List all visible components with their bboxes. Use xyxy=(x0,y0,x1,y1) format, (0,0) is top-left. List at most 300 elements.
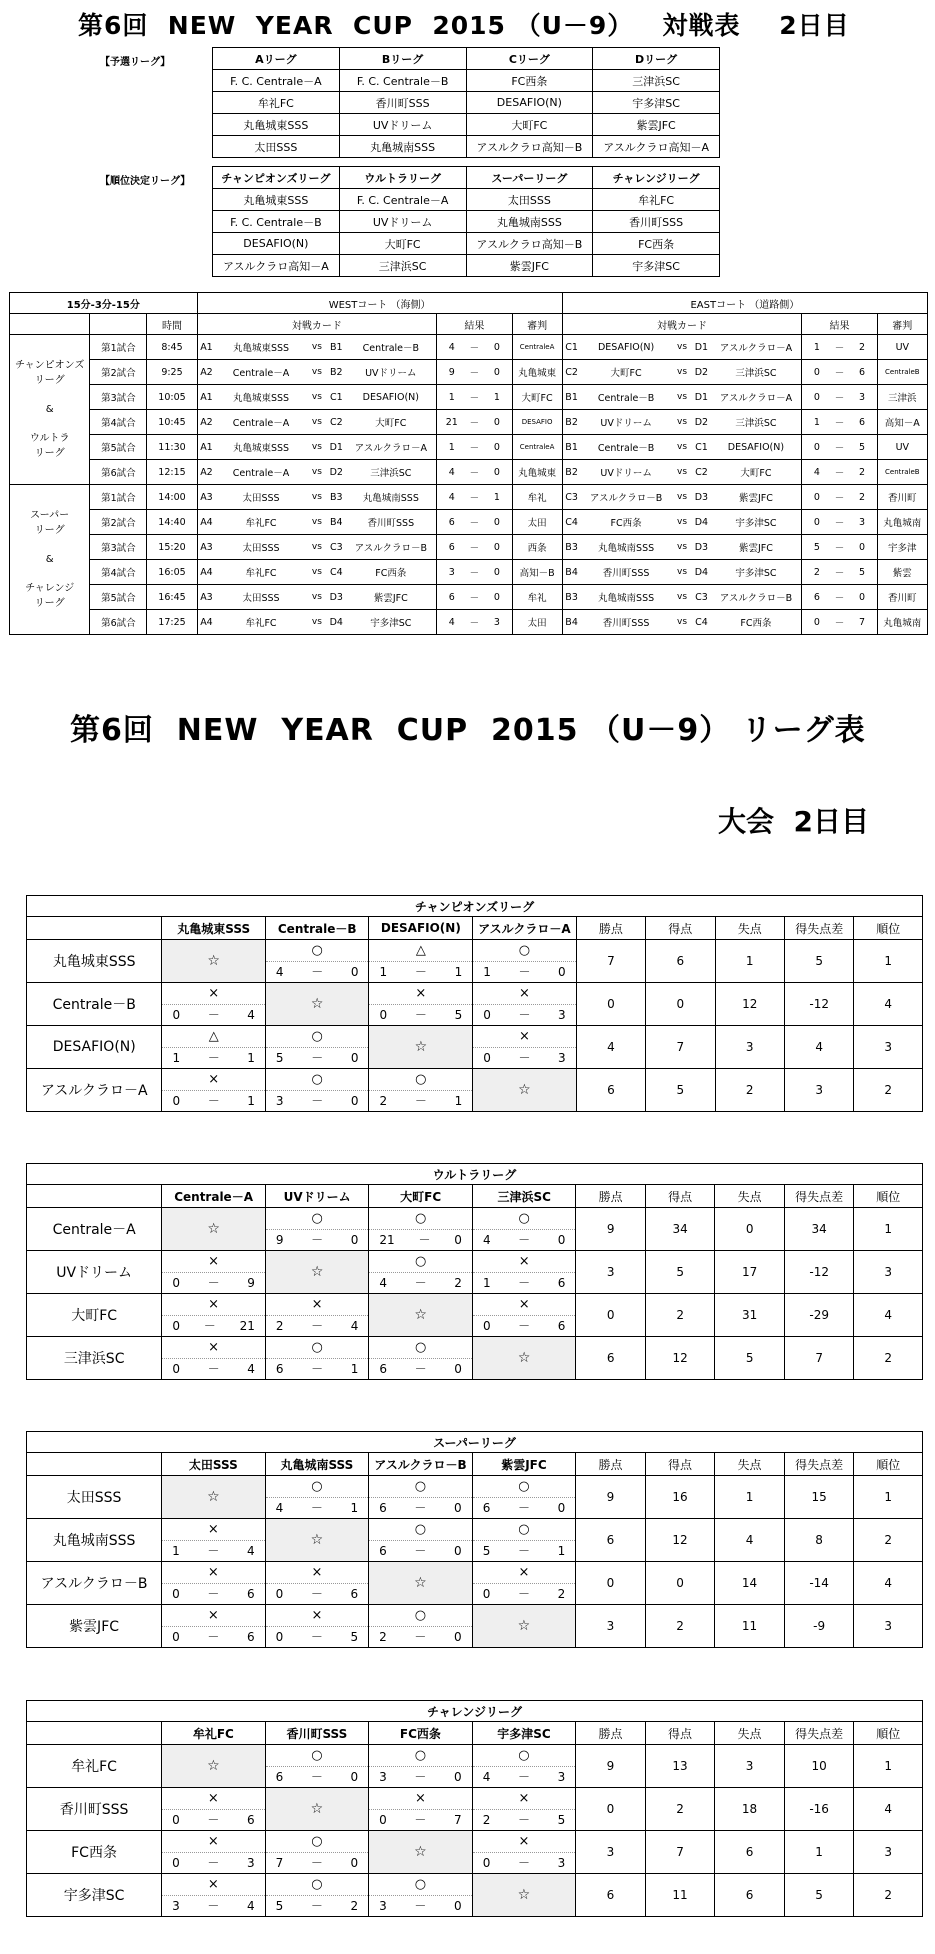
score-dash: － xyxy=(518,1275,531,1290)
team-cell: 牟礼FC xyxy=(593,189,720,211)
stat-value: 2 xyxy=(715,1069,784,1112)
team-name: DESAFIO(N) xyxy=(27,1026,162,1069)
match-number: 第6試合 xyxy=(90,460,147,485)
format-label: 15分-3分-15分 xyxy=(10,293,198,314)
goals-against: 5 xyxy=(350,1629,359,1644)
league-name: スーパーリーグ xyxy=(27,1432,923,1453)
stat-value: -16 xyxy=(784,1788,854,1831)
goals-against: 4 xyxy=(350,1318,359,1333)
opponent-header: 丸亀城東SSS xyxy=(162,917,265,940)
referee: CentraleB xyxy=(877,360,927,385)
result-score xyxy=(266,1767,369,1787)
match-result-cell xyxy=(369,1069,473,1112)
result-symbol: × xyxy=(473,1252,575,1273)
match-row xyxy=(10,585,928,610)
goals-against: 2 xyxy=(557,1586,566,1601)
goals-against: 0 xyxy=(350,1232,359,1247)
match-result-cell xyxy=(472,1294,575,1337)
home-score: 4 xyxy=(802,460,832,485)
vs-label: vs xyxy=(672,510,693,535)
stat-header: 失点 xyxy=(715,917,784,940)
away-score: 0 xyxy=(482,435,512,460)
result-symbol: △ xyxy=(162,1027,264,1048)
goals-against: 0 xyxy=(557,1232,566,1247)
home-team: 丸亀城南SSS xyxy=(580,585,671,610)
home-slot: B2 xyxy=(562,460,580,485)
home-team: 丸亀城南SSS xyxy=(580,535,671,560)
stat-value: 12 xyxy=(715,983,784,1026)
ranking-label: 【順位決定リーグ】 xyxy=(100,176,191,187)
referee: 太田 xyxy=(512,510,562,535)
score-dash: － xyxy=(831,585,847,610)
goals-for: 6 xyxy=(275,1361,284,1376)
team-row xyxy=(27,1745,923,1788)
self-match-cell: ☆ xyxy=(265,1251,368,1294)
away-slot: C4 xyxy=(692,610,710,635)
stat-header: 得点 xyxy=(645,1185,715,1208)
goals-for: 2 xyxy=(275,1318,284,1333)
match-number: 第6試合 xyxy=(90,610,147,635)
goals-for: 4 xyxy=(379,1275,388,1290)
home-score: 3 xyxy=(437,560,467,585)
goals-against: 0 xyxy=(557,1500,566,1515)
match-result-cell xyxy=(473,1026,576,1069)
goals-against: 1 xyxy=(350,1361,359,1376)
referee: 高知－A xyxy=(877,410,927,435)
result-symbol: ○ xyxy=(369,1520,472,1541)
stat-value: 6 xyxy=(576,1874,646,1917)
team-row xyxy=(27,1605,923,1648)
result-symbol: ○ xyxy=(266,1338,368,1359)
referee: CentraleA xyxy=(512,335,562,360)
stat-value: 5 xyxy=(784,1874,854,1917)
goals-for: 0 xyxy=(482,1586,491,1601)
stat-value: 7 xyxy=(784,1337,854,1380)
goals-against: 21 xyxy=(239,1318,255,1333)
away-score: 5 xyxy=(847,560,877,585)
goals-for: 1 xyxy=(379,964,388,979)
match-time: 17:25 xyxy=(147,610,197,635)
group-row xyxy=(213,114,720,136)
home-slot: A4 xyxy=(197,610,215,635)
score-dash: － xyxy=(414,1093,427,1108)
stat-value: 1 xyxy=(854,1208,923,1251)
match-result-cell xyxy=(472,1745,576,1788)
home-slot: A3 xyxy=(197,485,215,510)
stat-value: 4 xyxy=(854,1294,923,1337)
team-cell: 太田SSS xyxy=(466,189,593,211)
vs-label: vs xyxy=(307,560,328,585)
session-label-line: ウルトラ xyxy=(29,433,70,444)
home-slot: B2 xyxy=(562,410,580,435)
goals-against: 1 xyxy=(557,1543,566,1558)
goals-for: 0 xyxy=(172,1007,181,1022)
self-match-cell: ☆ xyxy=(265,983,369,1026)
goals-for: 1 xyxy=(172,1543,180,1558)
home-team: 丸亀城東SSS xyxy=(215,385,306,410)
result-score xyxy=(266,1627,369,1647)
result-symbol: × xyxy=(473,1027,575,1048)
result-score xyxy=(473,1273,575,1293)
stat-value: 18 xyxy=(715,1788,785,1831)
away-score: 0 xyxy=(482,560,512,585)
goals-against: 6 xyxy=(557,1318,566,1333)
stat-header: 得失点差 xyxy=(784,1185,854,1208)
time-header: 時間 xyxy=(147,314,197,335)
group-row xyxy=(213,255,720,277)
group-header: Dリーグ xyxy=(593,48,720,70)
away-slot: C4 xyxy=(327,560,345,585)
match-result-cell xyxy=(162,983,265,1026)
stat-value: 1 xyxy=(854,1745,923,1788)
goals-for: 0 xyxy=(483,1050,491,1065)
score-dash: － xyxy=(310,1898,323,1913)
self-match-cell: ☆ xyxy=(472,1605,576,1648)
team-cell: F. C. Centrale－A xyxy=(339,189,466,211)
stat-value: 2 xyxy=(854,1519,923,1562)
match-result-cell xyxy=(472,1519,576,1562)
goals-against: 6 xyxy=(350,1586,359,1601)
match-result-cell xyxy=(162,1519,266,1562)
stat-value: 1 xyxy=(784,1831,854,1874)
match-row xyxy=(10,360,928,385)
stat-header: 順位 xyxy=(854,1185,923,1208)
group-header-row xyxy=(213,167,720,189)
stat-value: 0 xyxy=(576,1788,646,1831)
team-cell: 香川町SSS xyxy=(593,211,720,233)
match-time: 11:30 xyxy=(147,435,197,460)
session-label-line: チャレンジ xyxy=(25,583,75,594)
opponent-header: 太田SSS xyxy=(162,1453,266,1476)
match-result-cell xyxy=(162,1069,265,1112)
score-dash: － xyxy=(414,1769,427,1784)
away-team: 宇多津SC xyxy=(711,560,802,585)
result-score xyxy=(369,1091,472,1111)
score-dash: － xyxy=(311,1318,324,1333)
stat-value: 6 xyxy=(646,940,715,983)
result-symbol: × xyxy=(162,1563,265,1584)
stat-value: 12 xyxy=(645,1519,715,1562)
vs-label: vs xyxy=(672,360,693,385)
stat-value: 2 xyxy=(645,1788,715,1831)
match-number: 第4試合 xyxy=(90,410,147,435)
away-score: 0 xyxy=(482,360,512,385)
home-score: 1 xyxy=(802,410,832,435)
session-label xyxy=(10,335,90,485)
match-result-cell xyxy=(472,1831,576,1874)
goals-for: 2 xyxy=(379,1093,388,1108)
goals-against: 0 xyxy=(454,1361,462,1376)
goals-against: 5 xyxy=(454,1007,463,1022)
result-score xyxy=(473,1853,576,1873)
result-symbol: ○ xyxy=(266,1832,369,1853)
score-dash: － xyxy=(466,335,482,360)
away-slot: C1 xyxy=(327,385,345,410)
goals-against: 0 xyxy=(454,1629,462,1644)
team-cell: F. C. Centrale－A xyxy=(213,70,340,92)
result-score xyxy=(162,1316,265,1336)
home-slot: B3 xyxy=(562,535,580,560)
match-result-cell xyxy=(265,1208,368,1251)
opponent-header: 丸亀城南SSS xyxy=(265,1453,369,1476)
home-slot: A4 xyxy=(197,560,215,585)
team-cell: F. C. Centrale－B xyxy=(213,211,340,233)
referee: 香川町 xyxy=(877,585,927,610)
referee: 丸亀城東 xyxy=(512,360,562,385)
team-name: 宇多津SC xyxy=(27,1874,162,1917)
blank-cell xyxy=(27,917,162,940)
home-score: 4 xyxy=(437,485,467,510)
stat-header: 得点 xyxy=(646,917,715,940)
stat-header: 失点 xyxy=(715,1722,785,1745)
session-label-line: チャンピオンズ xyxy=(14,360,85,371)
home-team: 牟礼FC xyxy=(215,560,306,585)
league-table-title: 第6回 NEW YEAR CUP 2015 （U－9） リーグ表 xyxy=(70,713,866,748)
away-team: DESAFIO(N) xyxy=(345,385,436,410)
blank-cell xyxy=(27,1722,162,1745)
team-row xyxy=(27,983,923,1026)
group-header-row xyxy=(213,48,720,70)
match-time: 10:05 xyxy=(147,385,197,410)
result-score xyxy=(266,1091,369,1111)
match-time: 9:25 xyxy=(147,360,197,385)
stat-header: 得点 xyxy=(645,1722,715,1745)
match-time: 12:15 xyxy=(147,460,197,485)
match-result-cell xyxy=(162,1562,266,1605)
stat-value: 3 xyxy=(854,1605,923,1648)
goals-for: 0 xyxy=(482,1855,491,1870)
home-team: 丸亀城東SSS xyxy=(215,335,306,360)
result-score xyxy=(266,1584,369,1604)
match-result-cell xyxy=(265,1831,369,1874)
result-score xyxy=(369,962,472,982)
away-slot: D2 xyxy=(327,460,345,485)
team-name: Centrale－A xyxy=(27,1208,162,1251)
session-label-line: リーグ xyxy=(34,525,65,536)
self-match-cell: ☆ xyxy=(265,1519,369,1562)
referee: 三津浜 xyxy=(877,385,927,410)
home-score: 0 xyxy=(802,485,832,510)
score-dash: － xyxy=(466,385,482,410)
stat-value: 3 xyxy=(854,1251,923,1294)
goals-for: 2 xyxy=(482,1812,491,1827)
match-result-cell xyxy=(162,1874,266,1917)
goals-against: 0 xyxy=(454,1232,462,1247)
goals-for: 0 xyxy=(172,1093,181,1108)
match-result-cell xyxy=(265,1294,368,1337)
result-score xyxy=(369,1230,472,1250)
referee: CentraleB xyxy=(877,460,927,485)
league-title-row xyxy=(27,1164,923,1185)
home-score: 4 xyxy=(437,610,467,635)
result-symbol: ○ xyxy=(266,1070,369,1091)
stat-value: 0 xyxy=(645,1562,715,1605)
match-result-cell xyxy=(162,1026,265,1069)
match-row xyxy=(10,460,928,485)
home-team: アスルクラロ－B xyxy=(580,485,671,510)
stat-value: 1 xyxy=(854,1476,923,1519)
stat-value: 1 xyxy=(715,1476,785,1519)
score-dash: － xyxy=(831,485,847,510)
match-row xyxy=(10,510,928,535)
goals-against: 4 xyxy=(246,1543,255,1558)
stat-value: 11 xyxy=(715,1605,785,1648)
stat-value: 3 xyxy=(576,1605,646,1648)
away-score: 3 xyxy=(482,610,512,635)
away-slot: B2 xyxy=(327,360,345,385)
result-score xyxy=(266,1316,368,1336)
home-score: 0 xyxy=(802,610,832,635)
result-score xyxy=(162,1584,265,1604)
self-match-cell: ☆ xyxy=(162,1476,266,1519)
result-symbol: △ xyxy=(369,941,472,962)
team-cell: UVドリーム xyxy=(339,114,466,136)
team-cell: 丸亀城南SSS xyxy=(466,211,593,233)
match-time: 16:45 xyxy=(147,585,197,610)
home-score: 0 xyxy=(802,360,832,385)
stat-header: 得失点差 xyxy=(784,1722,854,1745)
home-score: 6 xyxy=(437,535,467,560)
score-dash: － xyxy=(207,1629,220,1644)
away-score: 0 xyxy=(847,585,877,610)
away-slot: D1 xyxy=(692,335,710,360)
goals-against: 0 xyxy=(558,964,566,979)
result-symbol: × xyxy=(473,984,575,1005)
result-symbol: ○ xyxy=(266,1477,369,1498)
home-team: UVドリーム xyxy=(580,410,671,435)
card-header: 対戦カード xyxy=(197,314,437,335)
stat-header: 得点 xyxy=(645,1453,715,1476)
away-team: Centrale－B xyxy=(345,335,436,360)
score-dash: － xyxy=(831,410,847,435)
league-header-row xyxy=(27,1453,923,1476)
blank-cell xyxy=(90,314,147,335)
result-score xyxy=(473,1048,575,1068)
result-symbol: × xyxy=(162,1789,265,1810)
referee: DESAFIO xyxy=(512,410,562,435)
goals-for: 4 xyxy=(482,1769,491,1784)
blank-cell xyxy=(27,1185,162,1208)
prelim-label: 【予選リーグ】 xyxy=(100,57,171,68)
score-dash: － xyxy=(310,1500,323,1515)
team-cell: 丸亀城東SSS xyxy=(213,114,340,136)
result-score xyxy=(473,962,575,982)
match-number: 第1試合 xyxy=(90,485,147,510)
score-dash: － xyxy=(418,1232,431,1247)
score-dash: － xyxy=(518,1007,531,1022)
score-dash: － xyxy=(310,1769,323,1784)
stat-value: 4 xyxy=(784,1026,854,1069)
result-symbol: × xyxy=(162,1070,264,1091)
goals-against: 0 xyxy=(454,1500,462,1515)
away-slot: D3 xyxy=(692,535,710,560)
stat-value: 3 xyxy=(854,1026,923,1069)
result-symbol: × xyxy=(162,1338,265,1359)
stat-value: 4 xyxy=(854,1562,923,1605)
self-match-cell: ☆ xyxy=(472,1874,576,1917)
stat-value: 6 xyxy=(715,1874,785,1917)
referee: UV xyxy=(877,335,927,360)
home-slot: A4 xyxy=(197,510,215,535)
score-dash: － xyxy=(831,535,847,560)
score-dash: － xyxy=(414,1812,427,1827)
referee: 丸亀城南 xyxy=(877,610,927,635)
result-symbol: × xyxy=(162,1252,265,1273)
stat-value: 0 xyxy=(576,1562,646,1605)
away-score: 2 xyxy=(847,485,877,510)
score-dash: － xyxy=(466,560,482,585)
result-symbol: × xyxy=(162,1520,265,1541)
away-team: 紫雲JFC xyxy=(711,485,802,510)
vs-label: vs xyxy=(307,610,328,635)
match-time: 10:45 xyxy=(147,410,197,435)
league-name: チャンピオンズリーグ xyxy=(27,896,923,917)
score-dash: － xyxy=(831,460,847,485)
home-score: 0 xyxy=(802,385,832,410)
away-team: UVドリーム xyxy=(345,360,436,385)
goals-against: 1 xyxy=(247,1050,255,1065)
result-score xyxy=(473,1230,575,1250)
self-match-cell: ☆ xyxy=(369,1831,473,1874)
score-dash: － xyxy=(518,964,531,979)
match-result-cell xyxy=(265,940,369,983)
self-match-cell: ☆ xyxy=(162,1745,266,1788)
home-score: 6 xyxy=(437,510,467,535)
score-dash: － xyxy=(311,964,324,979)
match-schedule-table xyxy=(9,292,928,635)
match-result-cell xyxy=(369,1337,473,1380)
home-slot: B3 xyxy=(562,585,580,610)
goals-for: 6 xyxy=(379,1361,388,1376)
match-number: 第1試合 xyxy=(90,335,147,360)
match-time: 16:05 xyxy=(147,560,197,585)
vs-label: vs xyxy=(672,460,693,485)
stat-value: 3 xyxy=(715,1745,785,1788)
stat-header: 得失点差 xyxy=(784,917,854,940)
result-score xyxy=(369,1005,472,1025)
match-result-cell xyxy=(369,1874,473,1917)
stat-value: 3 xyxy=(715,1026,784,1069)
goals-against: 0 xyxy=(454,1543,462,1558)
blank-cell xyxy=(27,1453,162,1476)
home-team: Centrale－A xyxy=(215,460,306,485)
referee: CentraleA xyxy=(512,435,562,460)
self-match-cell: ☆ xyxy=(473,1069,576,1112)
stat-value: 1 xyxy=(854,940,923,983)
result-symbol: ○ xyxy=(369,1875,472,1896)
match-time: 15:20 xyxy=(147,535,197,560)
team-row xyxy=(27,1294,923,1337)
team-name: 香川町SSS xyxy=(27,1788,162,1831)
goals-against: 3 xyxy=(557,1855,566,1870)
goals-against: 1 xyxy=(350,1500,359,1515)
stat-header: 順位 xyxy=(854,1722,923,1745)
group-header: Cリーグ xyxy=(466,48,593,70)
stat-value: 7 xyxy=(646,1026,715,1069)
vs-label: vs xyxy=(672,560,693,585)
goals-for: 5 xyxy=(275,1898,284,1913)
goals-against: 3 xyxy=(558,1050,566,1065)
away-team: アスルクラロ－B xyxy=(345,535,436,560)
away-slot: C3 xyxy=(692,585,710,610)
away-team: 三津浜SC xyxy=(711,360,802,385)
match-row xyxy=(10,485,928,510)
away-team: 大町FC xyxy=(345,410,436,435)
home-slot: C4 xyxy=(562,510,580,535)
home-team: 香川町SSS xyxy=(580,560,671,585)
league-header-row xyxy=(27,1722,923,1745)
result-score xyxy=(266,1896,369,1916)
